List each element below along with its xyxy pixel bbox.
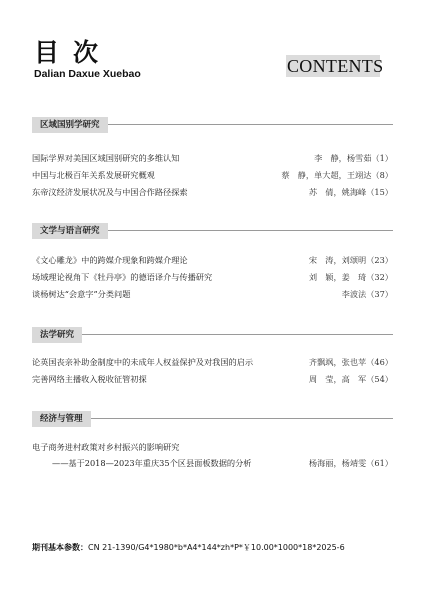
article-authors: 杨海丽，杨靖雯（61）: [308, 458, 393, 468]
journal-name-pinyin: Dalian Daxue Xuebao: [34, 68, 141, 80]
article-authors: 李波法（37）: [341, 289, 393, 299]
contents-label: CONTENTS: [287, 56, 384, 76]
article-title: 国际学界对美国区域国别研究的多维认知: [32, 153, 180, 163]
article-title: 完善网络主播收入税收征管初探: [32, 374, 147, 384]
toc-entry[interactable]: [32, 168, 393, 182]
article-title: 论英国丧亲补助金制度中的未成年人权益保护及对我国的启示: [32, 357, 254, 367]
toc-entry[interactable]: [32, 270, 393, 284]
journal-parameters-value: CN 21-1390/G4*1980*b*A4*144*zh*P*￥10.00*1000*18*2025-6: [88, 543, 345, 552]
toc-entry[interactable]: [32, 355, 393, 369]
article-title: 电子商务进村政策对乡村振兴的影响研究: [32, 442, 180, 452]
article-authors: 齐飘飒，张也苹（46）: [308, 357, 393, 367]
toc-entry[interactable]: [32, 372, 393, 386]
article-title: 谈杨树达“会意字”分类问题: [32, 289, 131, 299]
article-title: 《文心雕龙》中的跨媒介现象和跨媒介理论: [32, 255, 188, 265]
toc-entry[interactable]: [32, 185, 393, 199]
toc-entry[interactable]: [32, 253, 393, 267]
section-heading-regional-studies: 区域国别学研究: [32, 117, 108, 133]
toc-entry[interactable]: [32, 287, 393, 301]
section-heading-literature-language: 文学与语言研究: [32, 223, 108, 239]
section-divider: [32, 334, 393, 335]
article-authors: 蔡 静，单大超，王翊达（8）: [281, 170, 393, 180]
article-authors: 周 莹，高 军（54）: [308, 374, 393, 384]
toc-entry[interactable]: [32, 440, 393, 454]
toc-entry-subtitle[interactable]: [32, 456, 393, 470]
article-title: 东帝汶经济发展状况及与中国合作路径探索: [32, 187, 188, 197]
toc-entry[interactable]: [32, 151, 393, 165]
article-authors: 苏 倩，姚海峰（15）: [308, 187, 393, 197]
article-authors: 宋 涛，刘颂明（23）: [308, 255, 393, 265]
journal-parameters-label: 期刊基本参数：: [32, 543, 88, 552]
article-authors: 刘 颖，姜 琦（32）: [308, 272, 393, 282]
section-heading-law: 法学研究: [32, 327, 82, 343]
article-title: 中国与北极百年关系发展研究概观: [32, 170, 155, 180]
page-title: 目次: [34, 38, 113, 67]
article-subtitle: ——基于2018—2023年重庆35个区县面板数据的分析: [52, 458, 252, 468]
journal-parameters: [32, 542, 345, 554]
article-authors: 李 静，杨雪茹（1）: [314, 153, 393, 163]
section-heading-economics-management: 经济与管理: [32, 411, 91, 427]
article-title: 场域理论视角下《牡丹亭》的德语译介与传播研究: [32, 272, 213, 282]
